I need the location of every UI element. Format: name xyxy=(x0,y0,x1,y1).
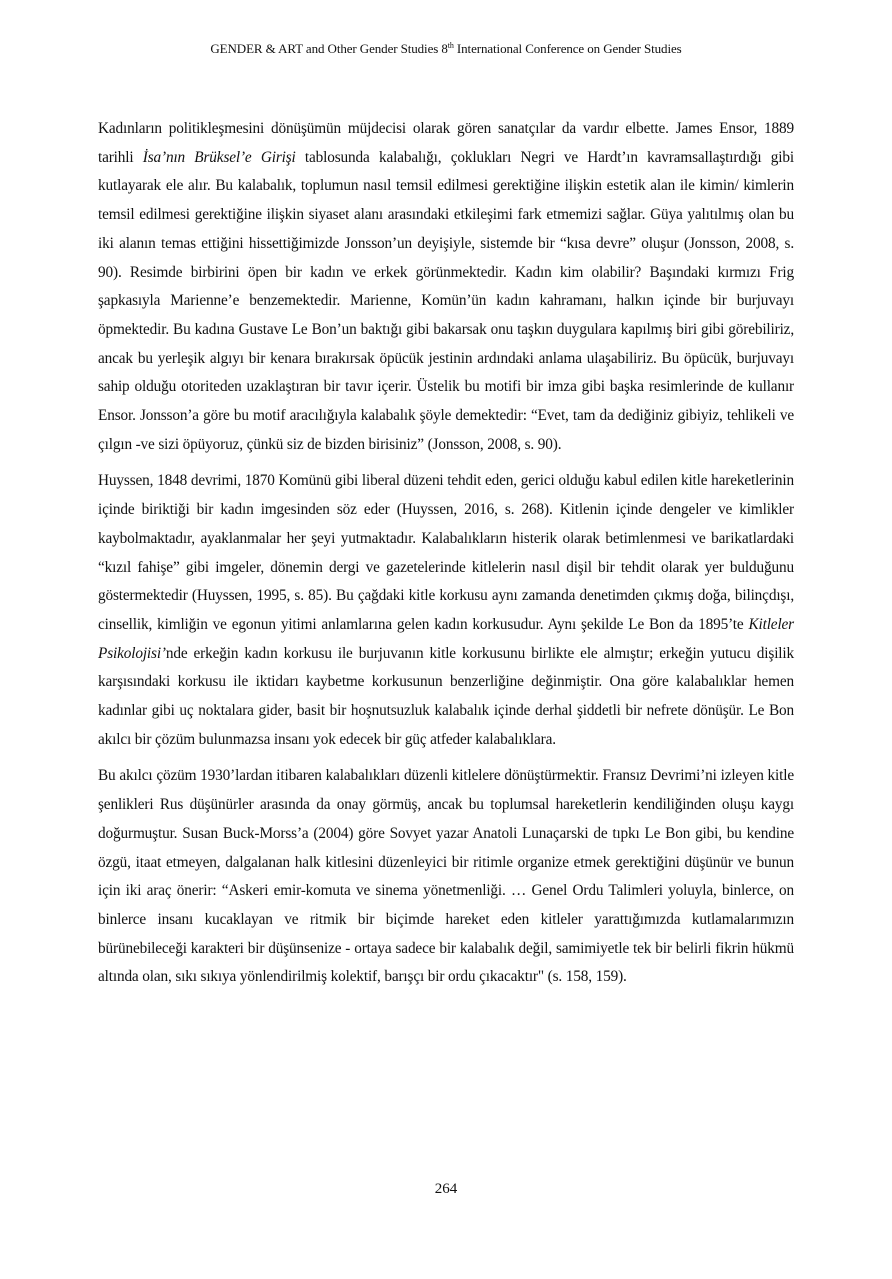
book-title: Kitleler Psikolojisi’ xyxy=(98,615,794,662)
paragraph-text: Bu akılcı çözüm 1930’lardan itibaren kalabalıkları düzenli kitlelere dönüştürmektir. Fransız Devrimi’ni izleyen kitle şenlikleri Rus düşünürler arasında da onay görmüş, ancak bu toplumsal hareketlerin kendiliğinden oluşu kaygı doğurmuştur. Susan Buck-Morss’a (2004) göre Sovyet yazar Anatoli Lunaçarski de tıpkı Le Bon gibi, bu kendine özgü, itaat etmeyen, dalgalanan halk kitlesini düzenleyici bir ritimle organize etmek gerektiğini düşünür ve bunun için iki araç önerir: “Askeri emir-komuta ve sinema yönetmenliği. … Genel Ordu Talimleri yoluyla, binlerce, on binlerce insanı kucaklayan ve ritmik bir biçimde hareket eden kitleler yarattığımızda kutlamalarımızın bürünebileceği karakteri bir düşünsenize - ortaya sadece bir kalabalık değil, samimiyetle tek bir belirli fikrin hükmü altında olan, sıkı sıkıya yönlendirilmiş kolektif, barışçı bir ordu çıkacaktır" (s. 158, 159). xyxy=(98,767,794,986)
paragraph-text: tablosunda kalabalığı, çoklukları Negri ve Hardt’ın kavramsallaştırdığı gibi kutlayarak ele alır. Bu kalabalık, toplumun nasıl temsil edilmesi gerektiğine ilişkin estetik alan ile kimin/ kimlerin temsil edilmesi gerektiğine ilişkin siyaset alanı arasındaki etkileşimi fark etmemizi sağlar. Güya yalıtılmış olan bu iki alanın temas ettiğini hissettiğimizde Jonsson’un deyişiyle, sistemde bir “kısa devre” oluşur (Jonsson, 2008, s. 90). Resimde birbirini öpen bir kadın ve erkek görünmektedir. Kadın kim olabilir? Başındaki kırmızı Frig şapkasıyla Marienne’e benzemektedir. Marienne, Komün’ün kadın kahramanı, halkın içinde bir burjuvayı öpmektedir. Bu kadına Gustave Le Bon’un baktığı gibi bakarsak onu taşkın duygulara kapılmış biri gibi görebiliriz, ancak bu yerleşik algıyı bir kenara bırakırsak öpücük jestinin ardındaki anlama ulaşabiliriz. Bu öpücük, burjuvayı sahip olduğu otoriteden uzaklaştıran bir tavır içerir. Üstelik bu motifi bir imza gibi başka resimlerinde de kullanır Ensor. Jonsson’a göre bu motif aracılığıyla kalabalık şöyle demektedir: “Evet, tam da dediğiniz gibiyiz, tehlikeli ve çılgın -ve sizi öpüyoruz, çünkü siz de bizden birisiniz” (Jonsson, 2008, s. 90). xyxy=(98,148,794,453)
paragraph-huyssen xyxy=(98,467,794,754)
header-title-continued: International Conference on Gender Studies xyxy=(453,41,682,56)
page-number: 264 xyxy=(434,1181,458,1197)
running-header xyxy=(0,41,892,57)
paragraph-ensor xyxy=(98,115,794,459)
artwork-title: İsa’nın Brüksel’e Girişi xyxy=(142,148,296,166)
paragraph-text: Kadınların politikleşmesini dönüşümün müjdecisi olarak gören sanatçılar da vardır elbette. James Ensor, 1889 tarihli xyxy=(98,120,794,166)
header-title: GENDER & ART and Other Gender Studies 8 xyxy=(210,41,448,56)
paragraph-text: Huyssen, 1848 devrimi, 1870 Komünü gibi liberal düzeni tehdit eden, gerici olduğu kabul edilen kitle hareketlerinin içinde biriktiği bir kadın imgesinden söz eder (Huyssen, 2016, s. 268). Kitlenin içinde dengeler ve kimlikler kaybolmaktadır, ayaklanmalar her şeyi yutmaktadır. Kalabalıkların histerik olarak betimlenmesi ve barikatlardaki “kızıl fahişe” gibi imgeler, dönemin dergi ve gazetelerinde kitlelerin nasıl dişil bir tehdit olarak yer bulduğunu göstermektedir (Huyssen, 1995, s. 85). Bu çağdaki kitle korkusu aynı zamanda denetimden çıkmış doğa, bilinçdışı, cinsellik, kimliğin ve egonun yitimi anlamlarına gelen kadın korkusudur. Aynı şekilde Le Bon da 1895’te xyxy=(98,472,794,633)
header-superscript: th xyxy=(447,41,454,50)
body-text xyxy=(98,115,794,1000)
paragraph-text: nde erkeğin kadın korkusu ile burjuvanın kitle korkusunu birlikte ele almıştır; erkeğin yutucu dişilik karşısındaki korkusu ile iktidarı kaybetme korkusunun benzerliğine değinmiştir. Ona göre kalabalıklar hemen kadınlar gibi uç noktalara gider, basit bir hoşnutsuzluk kalabalık içinde derhal şiddetli bir nefrete dönüşür. Le Bon akılcı bir çözüm bulunmazsa insanı yok edecek bir güç atfeder kalabalıklara. xyxy=(98,644,794,748)
paragraph-lunacharsky xyxy=(98,762,794,992)
